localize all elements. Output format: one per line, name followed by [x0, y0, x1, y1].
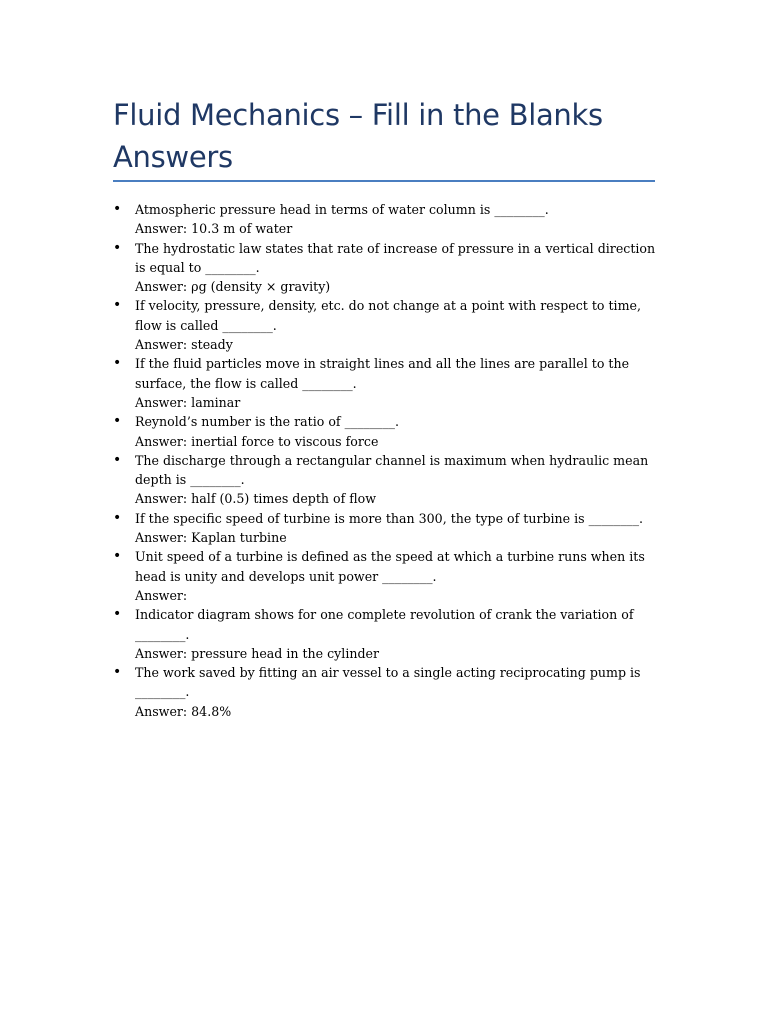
question-list	[113, 200, 658, 721]
page-title: Fluid Mechanics – Fill in the Blanks Answers	[113, 98, 603, 174]
answer-text: Answer: 10.3 m of water	[135, 221, 293, 237]
question-text: If the fluid particles move in straight lines and all the lines are parallel to the surface, the flow is called ________.	[135, 356, 630, 391]
list-item	[113, 200, 658, 239]
bullet-icon: •	[113, 413, 122, 430]
answer-text: Answer: half (0.5) times depth of flow	[135, 491, 377, 507]
answer-text: Answer: laminar	[135, 394, 241, 410]
title-underline	[113, 180, 655, 182]
answer-text: Answer: inertial force to viscous force	[135, 433, 379, 449]
bullet-icon: •	[113, 451, 122, 468]
answer-text: Answer: ρg (density × gravity)	[135, 279, 331, 295]
list-item	[113, 509, 658, 548]
bullet-icon: •	[113, 664, 122, 681]
bullet-icon: •	[113, 355, 122, 372]
question-text: The work saved by fitting an air vessel to a single acting reciprocating pump is ________.	[135, 665, 641, 700]
bullet-icon: •	[113, 201, 122, 217]
bullet-icon: •	[113, 297, 122, 314]
list-item	[113, 239, 658, 297]
bullet-icon: •	[113, 239, 122, 256]
list-item	[113, 296, 658, 354]
list-item	[113, 605, 658, 663]
answer-text: Answer:	[135, 587, 188, 603]
bullet-icon: •	[113, 548, 122, 565]
answer-text: Answer: 84.8%	[135, 703, 232, 719]
list-item	[113, 547, 658, 605]
question-text: If velocity, pressure, density, etc. do not change at a point with respect to time, flow is called ________.	[135, 298, 641, 333]
answer-text: Answer: Kaplan turbine	[135, 530, 287, 546]
question-text: Reynold’s number is the ratio of ________.	[135, 414, 399, 430]
list-item	[113, 354, 658, 412]
question-text: Indicator diagram shows for one complete revolution of crank the variation of ________.	[135, 607, 634, 642]
question-text: Unit speed of a turbine is defined as the speed at which a turbine runs when its head is unity and develops unit power ________.	[135, 549, 645, 584]
list-item	[113, 663, 658, 721]
question-text: Atmospheric pressure head in terms of water column is ________.	[135, 202, 549, 217]
list-item	[113, 412, 658, 451]
bullet-icon: •	[113, 509, 122, 526]
answer-text: Answer: pressure head in the cylinder	[135, 645, 379, 661]
question-text: The discharge through a rectangular channel is maximum when hydraulic mean depth is ________.	[135, 452, 649, 488]
bullet-icon: •	[113, 606, 122, 623]
answer-text: Answer: steady	[135, 337, 233, 353]
question-text: The hydrostatic law states that rate of increase of pressure in a vertical direction is equal to ________.	[135, 240, 656, 275]
list-item	[113, 451, 658, 509]
question-text: If the specific speed of turbine is more than 300, the type of turbine is ________.	[135, 510, 643, 526]
